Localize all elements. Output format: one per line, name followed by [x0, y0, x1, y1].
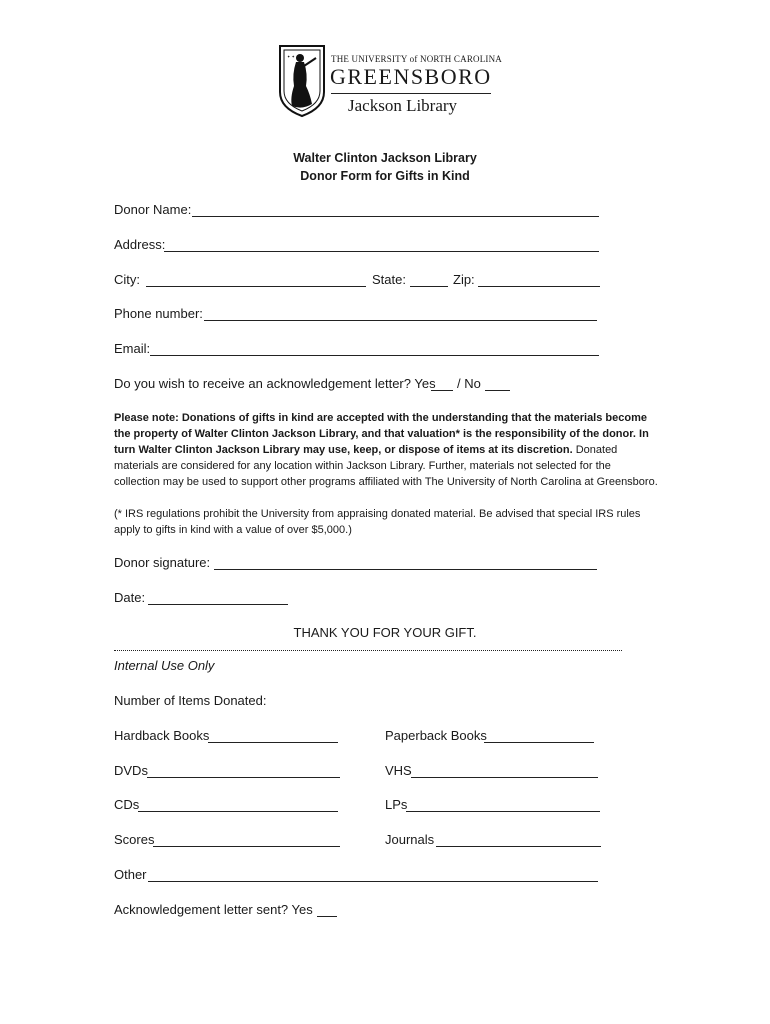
signature-label: Donor signature:: [114, 555, 211, 570]
hardback-field[interactable]: [208, 742, 338, 743]
donor-name-field[interactable]: [192, 216, 599, 217]
phone-field[interactable]: [204, 320, 597, 321]
irs-note: (* IRS regulations prohibit the University from appraising donated material. Be advised that special IRS rules apply to gifts in kind with a value of over $5,000.): [114, 508, 641, 536]
ack-sent-field[interactable]: [317, 916, 337, 917]
ack-yes-field[interactable]: [431, 390, 453, 391]
signature-field[interactable]: [214, 569, 597, 570]
date-label: Date:: [114, 590, 146, 605]
ack-question: Do you wish to receive an acknowledgement letter? Yes: [114, 376, 436, 391]
internal-use-heading: Internal Use Only: [114, 658, 215, 673]
thank-you-text: THANK YOU FOR YOUR GIFT.: [293, 625, 477, 640]
note-plain-text: Donated materials are considered for any location within Jackson Library. Further, materials not selected for the collection may be used to support other programs affiliated with The University of North Carolina at Greensboro.: [114, 444, 658, 488]
vhs-label: VHS: [385, 763, 412, 778]
cds-field[interactable]: [138, 811, 338, 812]
logo-divider: [331, 93, 491, 94]
lps-field[interactable]: [406, 811, 600, 812]
ack-no-label: / No: [457, 376, 481, 391]
paperback-label: Paperback Books: [385, 728, 487, 743]
dotted-separator: [114, 650, 622, 651]
form-title-line1: Walter Clinton Jackson Library: [293, 151, 477, 165]
campus-name: GREENSBORO: [330, 64, 492, 89]
svg-text:✦ ✦: ✦ ✦: [287, 54, 295, 59]
email-field[interactable]: [150, 355, 599, 356]
phone-label: Phone number:: [114, 306, 203, 321]
ack-no-field[interactable]: [485, 390, 510, 391]
dvds-label: DVDs: [114, 763, 148, 778]
other-label: Other: [114, 867, 147, 882]
state-field[interactable]: [410, 286, 448, 287]
date-field[interactable]: [148, 604, 288, 605]
scores-field[interactable]: [153, 846, 340, 847]
address-label: Address:: [114, 237, 166, 252]
university-logo: [278, 44, 503, 124]
email-label: Email:: [114, 341, 151, 356]
ack-sent-label: Acknowledgement letter sent? Yes: [114, 902, 313, 917]
address-field[interactable]: [164, 251, 599, 252]
donor-name-label: Donor Name:: [114, 202, 192, 217]
scores-label: Scores: [114, 832, 155, 847]
form-title-line2: Donor Form for Gifts in Kind: [300, 169, 470, 183]
other-field[interactable]: [148, 881, 598, 882]
city-label: City:: [114, 272, 140, 287]
cds-label: CDs: [114, 797, 140, 812]
items-donated-label: Number of Items Donated:: [114, 693, 267, 708]
journals-label: Journals: [385, 832, 435, 847]
note-bold-text: Please note: Donations of gifts in kind are accepted with the understanding that the materials become the property of Walter Clinton Jackson Library, and that valuation* is the responsibility of the donor. In turn Walter Clinton Jackson Library may use, keep, or dispose of items at its discretion.: [114, 412, 649, 456]
zip-field[interactable]: [478, 286, 600, 287]
library-name: Jackson Library: [348, 96, 458, 115]
vhs-field[interactable]: [411, 777, 598, 778]
university-line: THE UNIVERSITY of NORTH CAROLINA: [331, 54, 503, 64]
dvds-field[interactable]: [147, 777, 340, 778]
hardback-label: Hardback Books: [114, 728, 210, 743]
shield-icon: [278, 44, 326, 118]
paperback-field[interactable]: [484, 742, 594, 743]
city-field[interactable]: [146, 286, 366, 287]
lps-label: LPs: [385, 797, 408, 812]
donation-note: [114, 410, 659, 490]
state-label: State:: [372, 272, 406, 287]
journals-field[interactable]: [436, 846, 601, 847]
zip-label: Zip:: [453, 272, 475, 287]
